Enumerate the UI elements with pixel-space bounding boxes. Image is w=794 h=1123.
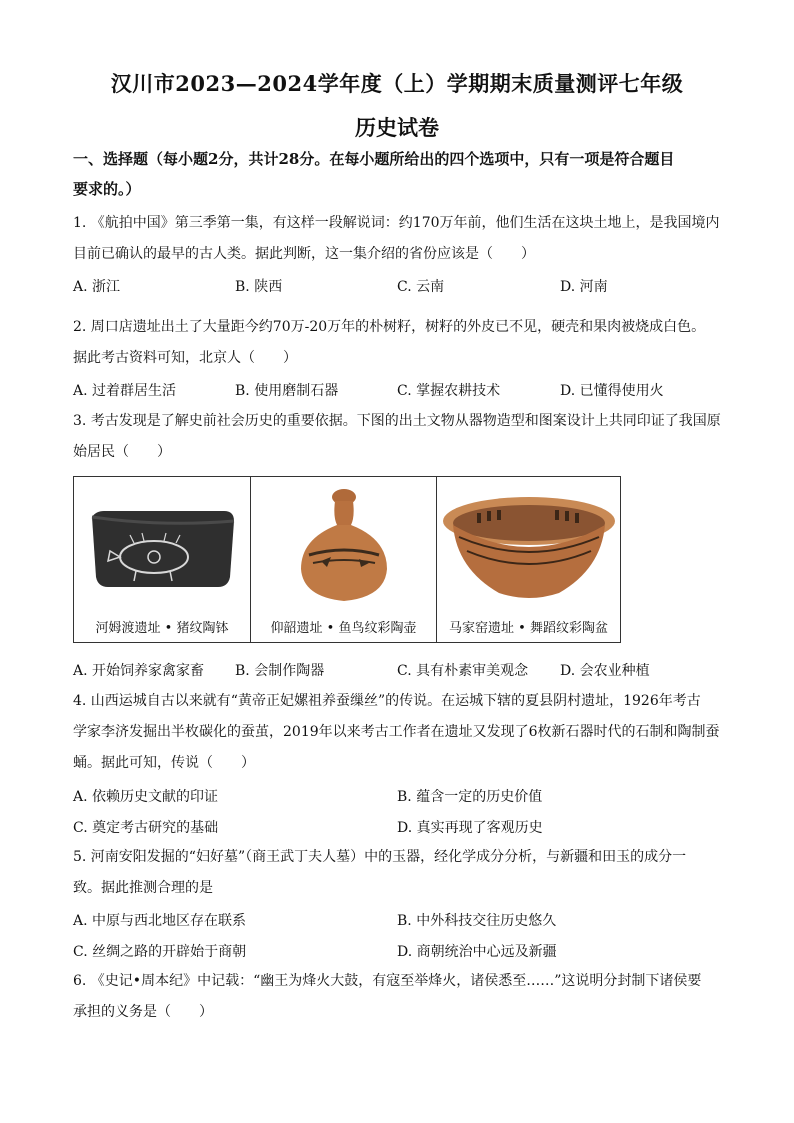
question-5-line2: 致。据此推测合理的是 <box>73 880 213 896</box>
option-b[interactable]: B. 使用磨制石器 <box>235 383 339 399</box>
option-c[interactable]: C. 掌握农耕技术 <box>397 383 501 399</box>
question-4-line1: 4. 山西运城自古以来就有“黄帝正妃嫘祖养蚕缫丝”的传说。在运城下辖的夏县阴村遗址，1926年考古 <box>73 693 701 709</box>
question-5 <box>73 842 723 904</box>
question-4 <box>73 686 723 779</box>
question-1-line2: 目前已确认的最早的古人类。据此判断，这一集介绍的省份应该是（ ） <box>73 246 535 262</box>
option-a[interactable]: A. 依赖历史文献的印证 <box>73 789 219 805</box>
section-heading-line2: 要求的。） <box>73 180 141 198</box>
option-d[interactable]: D. 商朝统治中心远及新疆 <box>397 944 557 960</box>
pig-pattern-pottery-image <box>74 477 250 617</box>
question-3-line2: 始居民（ ） <box>73 444 171 460</box>
question-2-options <box>73 380 723 404</box>
question-4-line3: 蛹。据此可知，传说（ ） <box>73 755 255 771</box>
figure-caption-3: 马家窑遗址 • 舞蹈纹彩陶盆 <box>449 621 608 636</box>
option-b[interactable]: B. 会制作陶器 <box>235 663 325 679</box>
option-d[interactable]: D. 已懂得使用火 <box>560 383 664 399</box>
question-5-options-row1 <box>73 910 723 934</box>
question-2 <box>73 312 723 374</box>
figure-dance-pattern-basin <box>436 477 620 642</box>
question-1 <box>73 208 723 270</box>
question-4-options-row1 <box>73 786 723 810</box>
option-c[interactable]: C. 云南 <box>397 279 445 295</box>
fish-bird-painted-pot-image <box>251 477 437 617</box>
question-1-options <box>73 276 723 300</box>
question-4-options-row2 <box>73 817 723 841</box>
option-c[interactable]: C. 具有朴素审美观念 <box>397 663 529 679</box>
artifact-figure-table <box>73 476 621 643</box>
option-a[interactable]: A. 过着群居生活 <box>73 383 177 399</box>
question-1-line1: 1. 《航拍中国》第三季第一集，有这样一段解说词：约170万年前，他们生活在这块土地上，是我国境内 <box>73 215 720 231</box>
figure-fish-bird-pot <box>250 477 436 642</box>
option-b[interactable]: B. 蕴含一定的历史价值 <box>397 789 543 805</box>
question-3 <box>73 406 723 468</box>
question-3-options <box>73 660 723 684</box>
question-6 <box>73 966 723 1028</box>
option-b[interactable]: B. 陕西 <box>235 279 283 295</box>
question-2-line2: 据此考古资料可知，北京人（ ） <box>73 350 297 366</box>
figure-caption-1: 河姆渡遗址 • 猪纹陶钵 <box>95 621 229 636</box>
exam-subtitle: 历史试卷 <box>355 115 439 140</box>
option-b[interactable]: B. 中外科技交往历史悠久 <box>397 913 557 929</box>
question-6-line1: 6. 《史记•周本纪》中记载：“幽王为烽火大鼓，有寇至举烽火，诸侯悉至……”这说明分封制下诸侯要 <box>73 973 702 989</box>
question-5-options-row2 <box>73 941 723 965</box>
option-d[interactable]: D. 会农业种植 <box>560 663 650 679</box>
figure-caption-2: 仰韶遗址 • 鱼鸟纹彩陶壶 <box>270 621 417 636</box>
option-a[interactable]: A. 开始饲养家禽家畜 <box>73 663 205 679</box>
question-6-line2: 承担的义务是（ ） <box>73 1004 213 1020</box>
option-d[interactable]: D. 河南 <box>560 279 608 295</box>
figure-pig-pattern-bowl <box>74 477 250 642</box>
question-4-line2: 学家李济发掘出半枚碳化的蚕茧，2019年以来考古工作者在遗址又发现了6枚新石器时代的石制和陶制蚕 <box>73 724 720 740</box>
section-heading <box>73 146 723 202</box>
option-c[interactable]: C. 丝绸之路的开辟始于商朝 <box>73 944 247 960</box>
option-c[interactable]: C. 奠定考古研究的基础 <box>73 820 219 836</box>
option-a[interactable]: A. 中原与西北地区存在联系 <box>73 913 247 929</box>
question-2-line1: 2. 周口店遗址出土了大量距今约70万-20万年的朴树籽，树籽的外皮已不见，硬壳和果肉被烧成白色。 <box>73 319 706 335</box>
option-a[interactable]: A. 浙江 <box>73 279 121 295</box>
dance-pattern-basin-image <box>437 477 621 617</box>
exam-title: 汉川市2023—2024学年度（上）学期期末质量测评七年级 <box>110 71 684 96</box>
question-5-line1: 5. 河南安阳发掘的“妇好墓”（商王武丁夫人墓）中的玉器，经化学成分分析，与新疆和田玉的成分一 <box>73 849 687 865</box>
option-d[interactable]: D. 真实再现了客观历史 <box>397 820 543 836</box>
question-3-line1: 3. 考古发现是了解史前社会历史的重要依据。下图的出土文物从器物造型和图案设计上共同印证了我国原 <box>73 413 721 429</box>
section-heading-line1: 一、选择题（每小题2分，共计28分。在每小题所给出的四个选项中，只有一项是符合题目 <box>73 150 675 168</box>
